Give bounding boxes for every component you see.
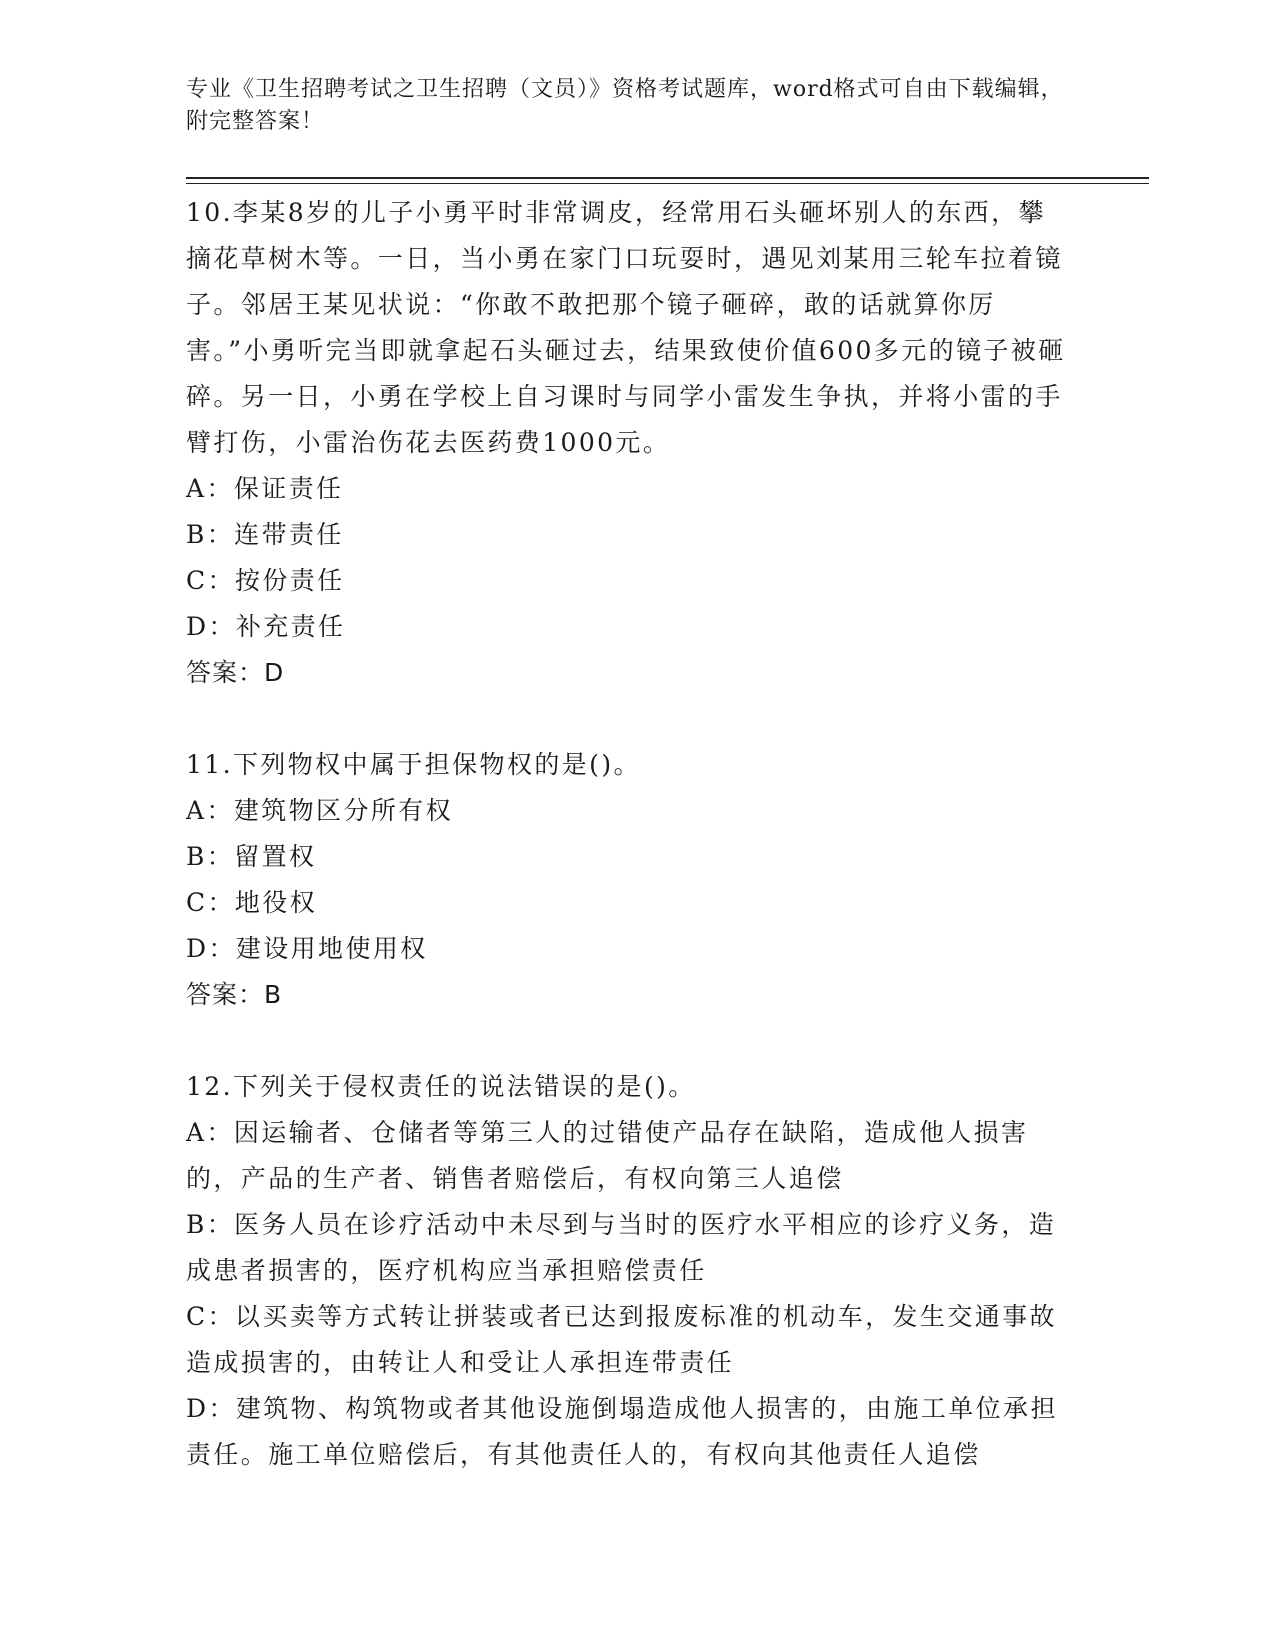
option-c: C：以买卖等方式转让拼装或者已达到报废标准的机动车，发生交通事故造成损害的，由转让人和受让人承担连带责任 [186,1302,1057,1377]
question-11 [186,742,1066,1018]
option-c: C：按份责任 [186,566,345,595]
question-stem: 12.下列关于侵权责任的说法错误的是()。 [186,1072,696,1101]
answer-label: 答案：B [186,980,283,1009]
option-b: B：连带责任 [186,520,344,549]
document-header: 专业《卫生招聘考试之卫生招聘（文员）》资格考试题库，word格式可自由下载编辑，附完整答案！ [186,77,1064,134]
option-a: A：保证责任 [186,474,344,503]
option-d: D：补充责任 [186,612,346,641]
option-d: D：建筑物、构筑物或者其他设施倒塌造成他人损害的，由施工单位承担责任。施工单位赔偿后，有其他责任人的，有权向其他责任人追偿 [186,1394,1058,1469]
question-gap [186,1018,1066,1064]
question-stem: 10.李某8岁的儿子小勇平时非常调皮，经常用石头砸坏别人的东西，攀摘花草树木等。一日，当小勇在家门口玩耍时，遇见刘某用三轮车拉着镜子。邻居王某见状说：“你敢不敢把那个镜子砸碎，敢的话就算你厉害。”小勇听完当即就拿起石头砸过去，结果致使价值600多元的镜子被砸碎。另一日，小勇在学校上自习课时与同学小雷发生争执，并将小雷的手臂打伤，小雷治伤花去医药费1000元。 [186,198,1066,457]
answer-label: 答案：D [186,658,285,687]
option-d: D：建设用地使用权 [186,934,428,963]
question-10 [186,190,1066,696]
option-b: B：医务人员在诊疗活动中未尽到与当时的医疗水平相应的诊疗义务，造成患者损害的，医疗机构应当承担赔偿责任 [186,1210,1057,1285]
option-a: A：因运输者、仓储者等第三人的过错使产品存在缺陷，造成他人损害的，产品的生产者、销售者赔偿后，有权向第三人追偿 [186,1118,1029,1193]
header-rule-thin [186,183,1149,184]
header-rule-thick [186,177,1149,179]
option-a: A：建筑物区分所有权 [186,796,454,825]
question-12 [186,1064,1066,1478]
option-c: C：地役权 [186,888,318,917]
question-gap [186,696,1066,742]
option-b: B：留置权 [186,842,317,871]
question-stem: 11.下列物权中属于担保物权的是()。 [186,750,641,779]
question-list [186,190,1066,1478]
